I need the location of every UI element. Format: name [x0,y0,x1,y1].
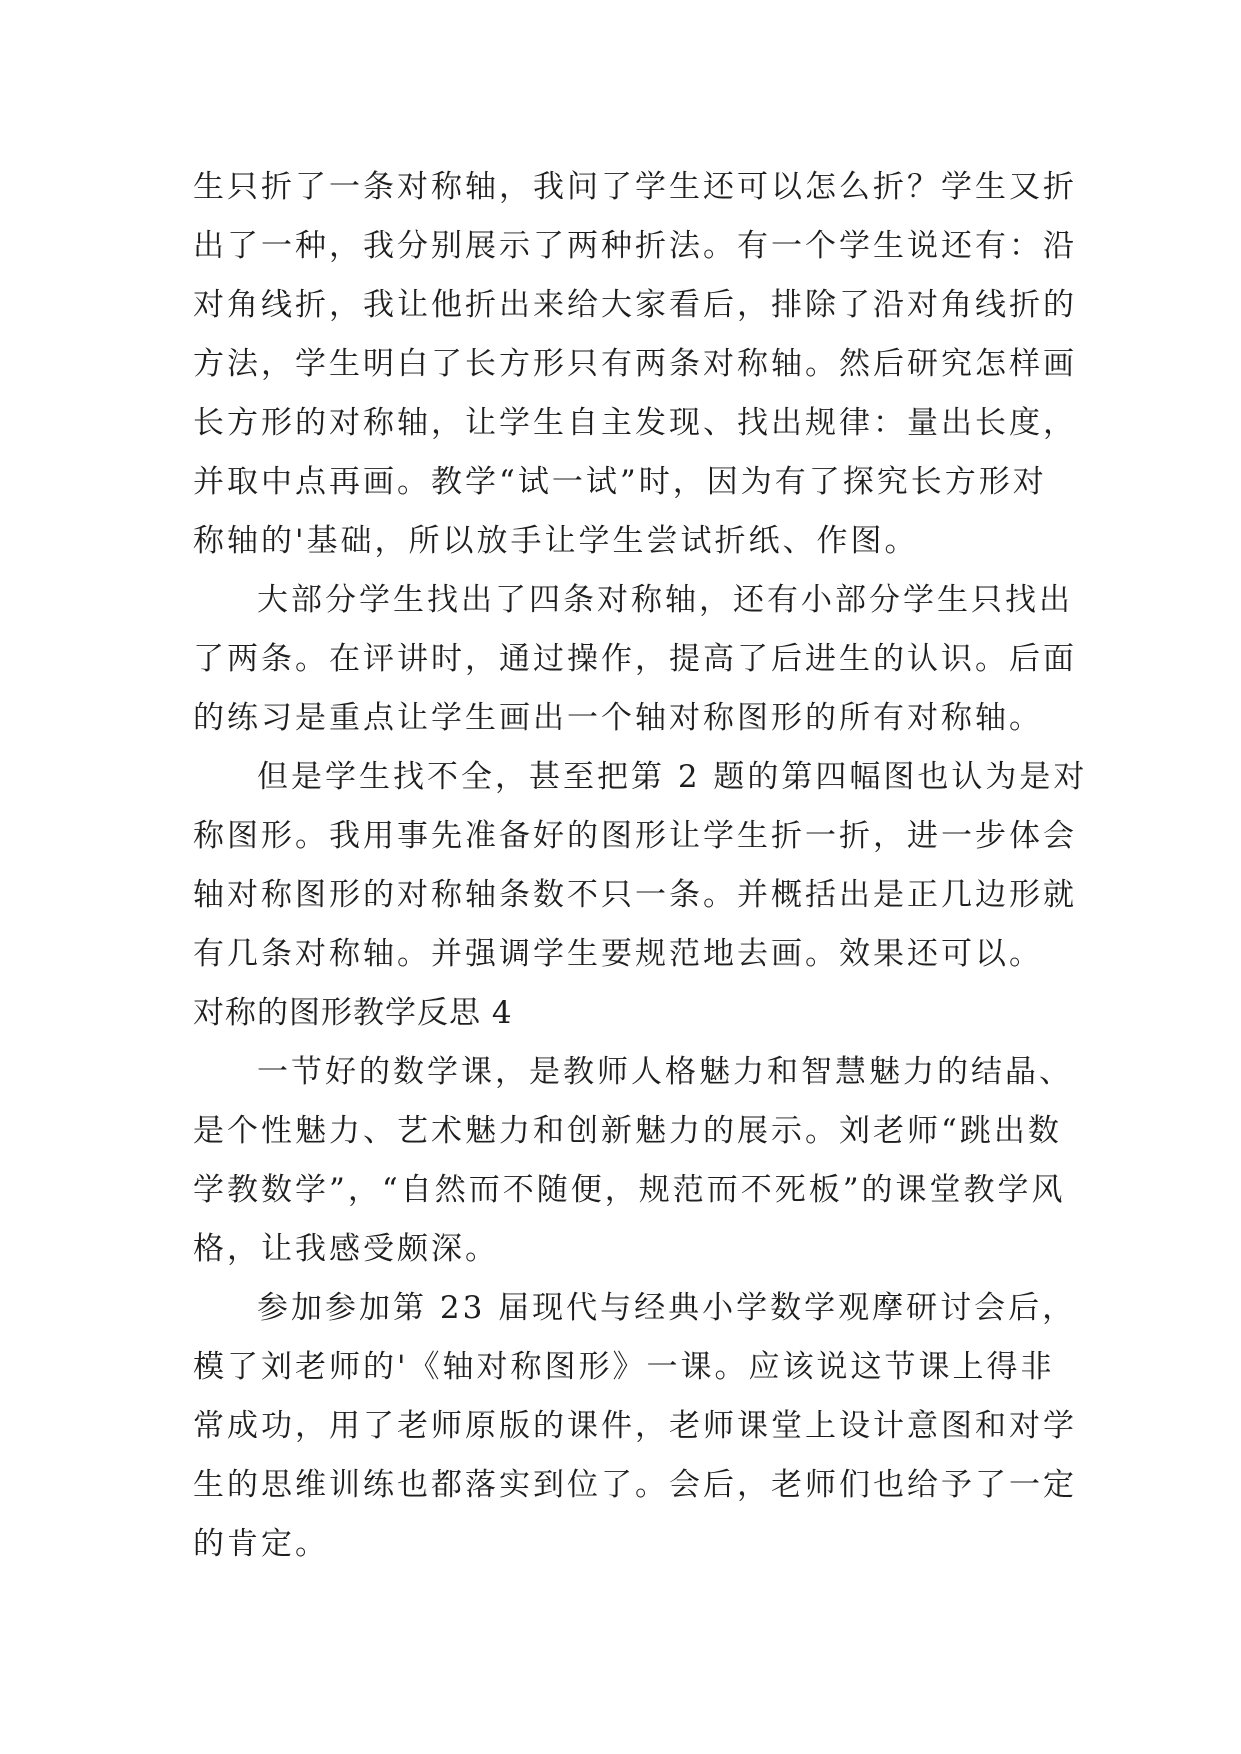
text-line: 长方形的对称轴，让学生自主发现、找出规律：量出长度， [193,405,1077,441]
text-line: 称轴的'基础，所以放手让学生尝试折纸、作图。 [193,523,919,559]
text-line: 的肯定。 [193,1526,329,1562]
text-line: 称图形。我用事先准备好的图形让学生折一折，进一步体会 [193,818,1077,854]
document-body [193,158,1088,1574]
text-line: 有几条对称轴。并强调学生要规范地去画。效果还可以。 [193,936,1043,972]
text-line: 格，让我感受颇深。 [193,1231,499,1267]
paragraph-first-line: 但是学生找不全，甚至把第 2 题的第四幅图也认为是对 [257,759,1088,795]
section-heading: 对称的图形教学反思 4 [193,995,513,1031]
text-line: 了两条。在评讲时，通过操作，提高了后进生的认识。后面 [193,641,1077,677]
paragraph-first-line: 一节好的数学课，是教师人格魅力和智慧魅力的结晶、 [257,1054,1073,1090]
text-line: 生只折了一条对称轴，我问了学生还可以怎么折？学生又折 [193,169,1077,205]
paragraph-first-line: 参加参加第 23 届现代与经典小学数学观摩研讨会后， [257,1290,1077,1326]
text-line: 出了一种，我分别展示了两种折法。有一个学生说还有：沿 [193,228,1077,264]
text-line: 学教数学”，“自然而不随便，规范而不死板”的课堂教学风 [193,1172,1066,1208]
text-line: 的练习是重点让学生画出一个轴对称图形的所有对称轴。 [193,700,1043,736]
text-line: 模了刘老师的'《轴对称图形》一课。应该说这节课上得非 [193,1349,1055,1385]
text-line: 对角线折，我让他折出来给大家看后，排除了沿对角线折的 [193,287,1077,323]
text-line: 并取中点再画。教学“试一试”时，因为有了探究长方形对 [193,464,1047,500]
text-line: 轴对称图形的对称轴条数不只一条。并概括出是正几边形就 [193,877,1077,913]
text-line: 是个性魅力、艺术魅力和创新魅力的展示。刘老师“跳出数 [193,1113,1062,1149]
text-line: 生的思维训练也都落实到位了。会后，老师们也给予了一定 [193,1467,1077,1503]
text-line: 方法，学生明白了长方形只有两条对称轴。然后研究怎样画 [193,346,1077,382]
paragraph-first-line: 大部分学生找出了四条对称轴，还有小部分学生只找出 [257,582,1073,618]
text-line: 常成功，用了老师原版的课件，老师课堂上设计意图和对学 [193,1408,1077,1444]
